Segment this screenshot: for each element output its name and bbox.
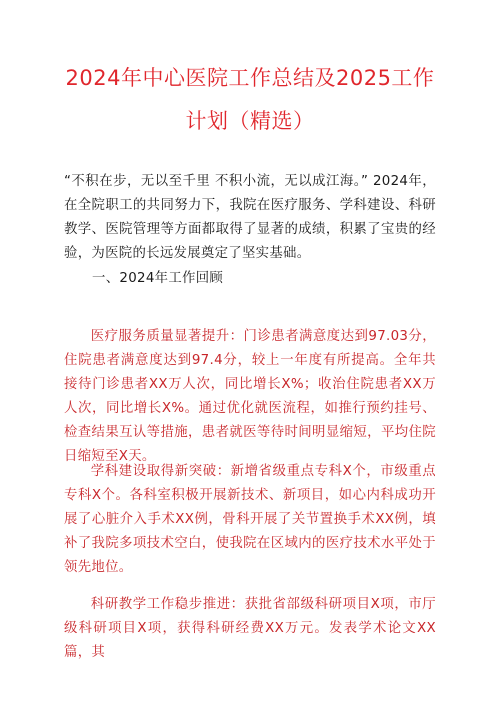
intro-paragraph: “不积在步，无以至千里 不积小流，无以成江海。” 2024年，在全院职工的共同努力下，我院在医疗服务、学科建设、科研教学、医院管理等方面都取得了显著的成绩，积累了宝贵的经验，为医院的长远发展奠定了坚实基础。 bbox=[64, 174, 436, 261]
document-title-line-2: 计划（精选） bbox=[185, 109, 315, 133]
document-title-line-1: 2024年中心医院工作总结及2025工作 bbox=[65, 66, 435, 90]
section-heading: 一、2024年工作回顾 bbox=[92, 271, 224, 286]
paragraph-medical-service: 医疗服务质量显著提升：门诊患者满意度达到97.03分，住院患者满意度达到97.4分，较上一年度有所提高。全年共接待门诊患者XX万人次，同比增长X%；收治住院患者XX万人次，同比增长X%。通过优化就医流程，如推行预约挂号、检查结果互认等措施，患者就医等待时间明显缩短，平均住院日缩短至X天。 bbox=[64, 329, 436, 464]
paragraph-discipline-construction: 学科建设取得新突破：新增省级重点专科X个，市级重点专科X个。各科室积极开展新技术、新项目，如心内科成功开展了心脏介入手术XX例，骨科开展了关节置换手术XX例，填补了我院多项技术空白，使我院在区域内的医疗技术水平处于领先地位。 bbox=[64, 464, 436, 575]
paragraph-research-teaching: 科研教学工作稳步推进：获批省部级科研项目X项，市厅级科研项目X项，获得科研经费XX万元。发表学术论文XX篇，其 bbox=[64, 597, 436, 660]
